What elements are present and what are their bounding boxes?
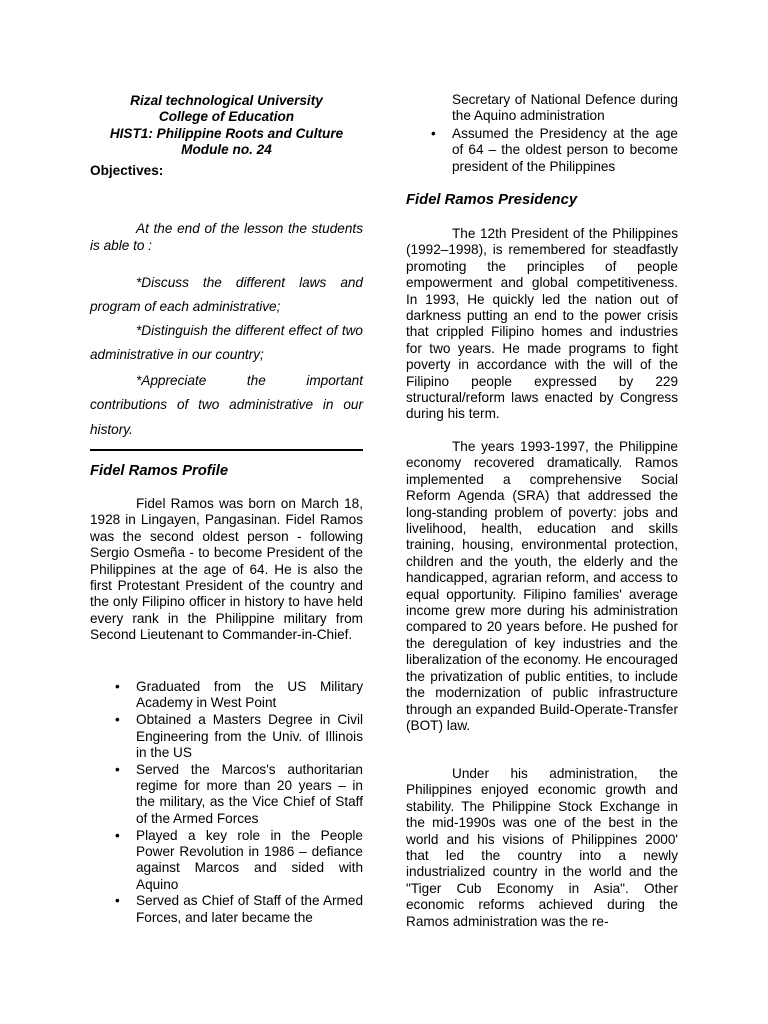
objective-item: *Appreciate the important contributions of two administrative in our history.: [90, 373, 363, 437]
profile-paragraph: Fidel Ramos was born on March 18, 1928 in Lingayen, Pangasinan. Fidel Ramos was the second oldest person - following Sergio Osmeña - to become President of the Philippines at the age of 64. He is also the first Protestant President of the country and the only Filipino officer in history to have held every rank in the Philippine military from Second Lieutenant to Commander-in-Chief.: [90, 496, 363, 643]
bullet-icon: •: [115, 893, 120, 909]
list-item: • Played a key role in the People Power Revolution in 1986 – defiance against Marcos and sided with Aquino: [115, 827, 363, 892]
course-title: HIST1: Philippine Roots and Culture: [109, 125, 344, 141]
bullet-icon: •: [115, 679, 120, 694]
list-item: • Assumed the Presidency at the age of 64 – the oldest person to become president of the Philippines: [431, 126, 678, 174]
bullet-icon: •: [115, 712, 120, 728]
objective-item: *Discuss the different laws and program of each administrative;: [90, 275, 363, 315]
university-name: Rizal technological University: [130, 93, 323, 108]
college-name: College of Education: [158, 109, 295, 125]
list-item: • Obtained a Masters Degree in Civil Engineering from the Univ. of Illinois in the US: [115, 712, 363, 760]
profile-bullet-list-continued: [406, 126, 678, 176]
bullet-icon: •: [115, 761, 120, 777]
presidency-paragraph: The years 1993-1997, the Philippine economy recovered dramatically. Ramos implemented a comprehensive Social Reform Agenda (SRA) that addressed the long-standing problem of poverty: jobs and livelihood, health, education and skills training, housing, environmental protection, children and the youth, the elderly and the handicapped, agrarian reform, and access to equal opportunity. Filipino families' average income grew more during his administration compared to 20 years before. He pushed for the deregulation of key industries and the liberalization of the economy. He encouraged the privatization of public entities, to include the modernization of public infrastructure through an expanded Build-Operate-Transfer (BOT) law.: [406, 439, 678, 733]
presidency-paragraph: Under his administration, the Philippines enjoyed economic growth and stability. The Philippine Stock Exchange in the mid-1990s was one of the best in the world and his visions of Philippines 2000' that led the country into a newly industrialized country in the world and the "Tiger Cub Economy in Asia". Other economic reforms achieved during the Ramos administration was the re-: [406, 766, 678, 929]
objectives-intro: At the end of the lesson the students is able to :: [90, 221, 363, 253]
presidency-heading: Fidel Ramos Presidency: [406, 192, 578, 208]
objectives-heading: Objectives:: [90, 163, 164, 178]
list-item: • Served the Marcos's authoritarian regime for more than 20 years – in the military, as the Vice Chief of Staff of the Armed Forces: [115, 761, 363, 826]
section-divider: [90, 449, 363, 451]
profile-bullet-list: [90, 679, 363, 927]
bullet-continuation: Secretary of National Defence during the Aquino administration: [452, 92, 678, 124]
bullet-icon: •: [431, 126, 436, 141]
objective-item: *Distinguish the different effect of two administrative in our country;: [90, 323, 363, 363]
profile-heading: Fidel Ramos Profile: [90, 463, 229, 479]
bullet-icon: •: [115, 827, 120, 843]
document-header: [90, 93, 363, 159]
presidency-paragraph: The 12th President of the Philippines (1992–1998), is remembered for steadfastly promoting the principles of people empowerment and global competitiveness. In 1993, He quickly led the nation out of darkness putting an end to the power crisis that crippled Filipino homes and industries for two years. He made programs to fight poverty in accordance with the will of the Filipino people expressed by 229 structural/reform laws enacted by Congress during his term.: [406, 226, 678, 422]
module-number: Module no. 24: [181, 142, 272, 158]
list-item: • Served as Chief of Staff of the Armed Forces, and later became the: [115, 893, 363, 925]
list-item: • Graduated from the US Military Academy in West Point: [115, 679, 363, 711]
